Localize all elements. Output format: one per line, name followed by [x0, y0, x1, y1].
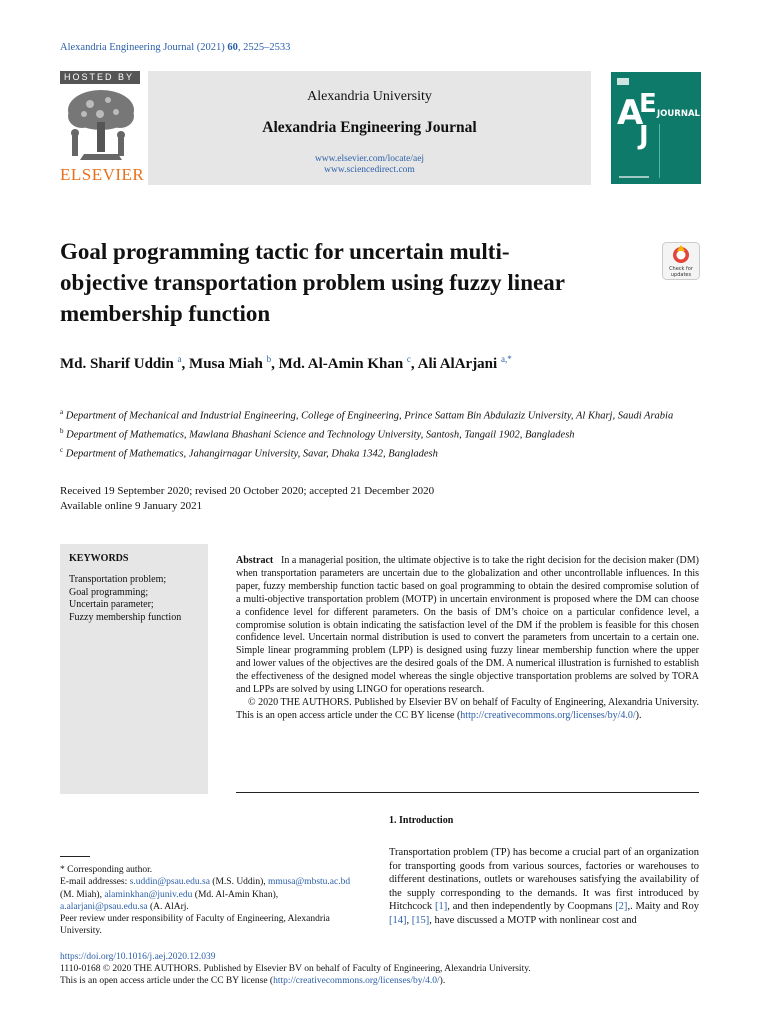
author-affiliation-link[interactable]: b — [266, 354, 272, 364]
author-affiliation-link[interactable]: a,* — [500, 354, 512, 364]
license-link[interactable]: http://creativecommons.org/licenses/by/4.0/ — [460, 709, 636, 721]
affiliation-item: $^b$ Department of Mathematics, Mawlana Bhashani Science and Technology University, Santosh, Tangail 1902, Bangladesh — [60, 427, 575, 441]
reference-link[interactable]: [15] — [411, 914, 430, 926]
email-link[interactable]: alaminkhan@juniv.edu — [104, 889, 193, 900]
journal-url-elsevier[interactable]: www.elsevier.com/locate/aej — [314, 154, 425, 164]
email-link[interactable]: a.alarjani@psau.edu.sa — [60, 901, 148, 912]
svg-text:J: J — [639, 121, 649, 151]
corresponding-author-note: * Corresponding author. — [60, 865, 153, 875]
intro-heading: 1. Introduction — [389, 815, 454, 826]
keyword-item: Goal programming; — [69, 586, 149, 598]
author-name: Md. Sharif Uddin — [60, 356, 174, 372]
intro-paragraph: Transportation problem (TP) has become a crucial part of an organization for transporting goods from various sources, factories or warehouses to different destinations, outlets or warehouses satisfying the availability of the supply corresponding to the demands. It was first introduced by Hitchcock [1], and then independently by Coopmans [2],. Maity and Roy [14], [15], have discussed a MOTP with nonlinear cost and — [389, 847, 700, 926]
journal-urls — [148, 154, 591, 176]
keyword-item: Uncertain parameter; — [69, 599, 154, 610]
abstract-copyright: © 2020 THE AUTHORS. Published by Elsevier BV on behalf of Faculty of Engineering, Alexandria University. This is an open access article under the CC BY license (http://creativecommons.org/licenses/by/4.0/). — [236, 696, 699, 721]
elsevier-tree-logo-icon — [60, 86, 142, 164]
author-affiliation-link[interactable]: c — [406, 354, 411, 364]
page-footer — [60, 952, 700, 987]
issn-line: 1110-0168 © 2020 THE AUTHORS. Published by Elsevier BV on behalf of Faculty of Engineering, Alexandria University. — [60, 963, 531, 974]
author-list: Md. Sharif Uddin $^a$, Musa Miah $^b$, Md. Al-Amin Khan $^c$, Ali AlArjani $^{a,*}$ — [60, 354, 512, 372]
email-link[interactable]: mmusa@mbstu.ac.bd — [267, 877, 351, 888]
hosted-by-label: HOSTED BY — [60, 71, 140, 84]
svg-text:A: A — [617, 93, 644, 133]
journal-cover-art-icon — [611, 72, 701, 184]
article-dates — [60, 484, 434, 514]
abstract-body — [236, 555, 699, 697]
email-link[interactable]: s.uddin@psau.edu.sa — [129, 877, 210, 888]
citation-line[interactable] — [60, 42, 290, 53]
author-name: Musa Miah — [189, 356, 263, 372]
keyword-item: Transportation problem; — [69, 574, 167, 585]
check-updates-line1: Check for — [669, 266, 693, 272]
author-name: Ali AlArjani — [417, 356, 498, 372]
keywords-box — [60, 544, 208, 794]
check-updates-line2: updates — [670, 272, 692, 278]
citation-volume: 60 — [227, 42, 238, 53]
university-name: Alexandria University — [307, 89, 432, 104]
online-date: Available online 9 January 2021 — [60, 500, 203, 512]
citation-pages: , 2525–2533 — [237, 42, 291, 53]
journal-url-sciencedirect[interactable]: www.sciencedirect.com — [324, 165, 415, 175]
keyword-item: Fuzzy membership function — [69, 611, 182, 623]
affiliation-item: $^a$ Department of Mechanical and Industrial Engineering, College of Engineering, Prince Sattam Bin Abdulaziz University, Al Kharj, Saudi Arabia — [60, 408, 674, 422]
abstract-text: In a managerial position, the ultimate objective is to take the right decision for the decision maker (DM) when transportation parameters are uncertain due to the globalization and other uncontrollable influences. In this paper, fuzzy membership function tactic based on goal programming to obtain the desired compromise solution of a multi-objective transportation problem (MOTP) in uncertain environment is proposed where the DM can choose a confidence level for different parameters. On the basis of DM’s choice on a particular confidence level, a compromise solution is obtain indicating the satisfaction level of the DM if the problem is feasible for this chosen confidence level. Uncertain normal distribution is used to convert the parameters from uncertain to a certain one. Simple linear programming problem (LPP) is designed using fuzzy linear membership function where the upper and lower values of the objectives are the desired goals of the DM. A numerical illustration is furnished to establish the effectiveness of the designed model whereas the single objective transportation problems are solved by TORA and LPPs are solved by using LINGO for operations research. — [236, 555, 700, 696]
cover-journal-text: JOURNAL — [657, 109, 700, 119]
author-name: Md. Al-Amin Khan — [278, 356, 404, 372]
email-addresses: E-mail addresses: s.uddin@psau.edu.sa (M.S. Uddin), mmusa@mbstu.ac.bd (M. Miah), alaminkhan@juniv.edu (Md. Al-Amin Khan), a.alarjani@psau.edu.sa (A. AlArj. — [60, 877, 351, 912]
license-line: This is an open access article under the CC BY license (http://creativecommons.org/licenses/by/4.0/). — [60, 975, 446, 986]
reference-link[interactable]: [2] — [615, 901, 628, 912]
footnote — [60, 864, 366, 938]
svg-text:E: E — [639, 89, 657, 119]
elsevier-logo-text: ELSEVIER — [60, 165, 145, 184]
footer-license-link[interactable]: http://creativecommons.org/licenses/by/4.0/ — [273, 975, 440, 986]
reference-link[interactable]: [14] — [389, 914, 407, 926]
article-title: Goal programming tactic for uncertain multi-objective transportation problem using fuzzy linear membership function — [60, 239, 565, 326]
reference-link[interactable]: [1] — [435, 901, 448, 912]
affiliations — [60, 405, 710, 462]
journal-name: Alexandria Engineering Journal — [262, 119, 477, 136]
citation-journal: Alexandria Engineering Journal (2021) — [60, 42, 228, 53]
keywords-heading: KEYWORDS — [69, 553, 129, 564]
author-affiliation-link[interactable]: a — [177, 354, 182, 364]
doi-link[interactable]: https://doi.org/10.1016/j.aej.2020.12.039 — [60, 952, 216, 962]
affiliation-item: $^c$ Department of Mathematics, Jahangirnagar University, Savar, Dhaka 1342, Bangladesh — [60, 446, 438, 460]
received-dates: Received 19 September 2020; revised 20 October 2020; accepted 21 December 2020 — [60, 485, 435, 497]
journal-cover-image — [611, 72, 701, 184]
abstract-divider — [236, 792, 699, 793]
abstract — [236, 555, 699, 723]
abstract-label: Abstract — [236, 555, 274, 566]
check-for-updates-icon[interactable] — [662, 242, 700, 280]
footnote-rule — [60, 856, 90, 857]
peer-review-note: Peer review under responsibility of Faculty of Engineering, Alexandria University. — [60, 914, 330, 937]
journal-banner — [148, 71, 591, 185]
